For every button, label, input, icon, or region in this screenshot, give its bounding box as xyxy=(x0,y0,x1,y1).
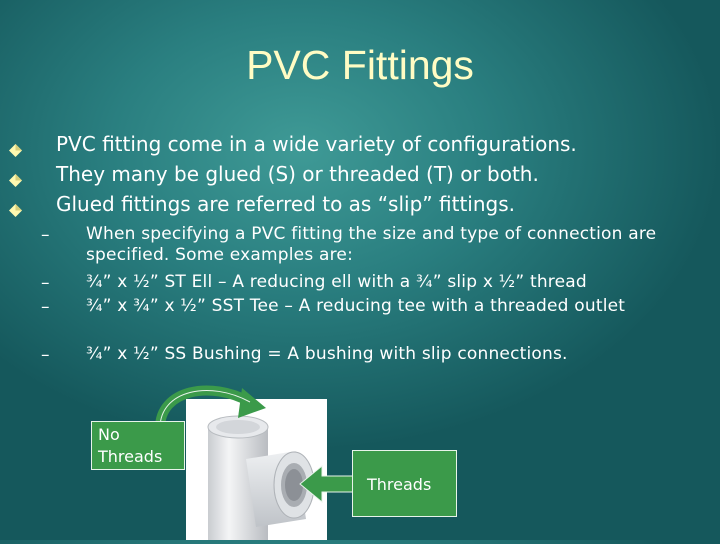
threads-callout xyxy=(352,450,457,517)
bullet-text: PVC fitting come in a wide variety of configurations. xyxy=(56,132,577,156)
sub-bullet-text: ¾” x ¾” x ½” SST Tee – A reducing tee with a threaded outlet xyxy=(86,296,626,316)
sub-bullet-dash: – xyxy=(41,297,50,317)
sub-bullet-dash: – xyxy=(41,345,50,365)
left-arrow-icon xyxy=(298,462,358,506)
bullet-diamond-icon xyxy=(9,204,22,217)
bullet-text: Glued fittings are referred to as “slip” fittings. xyxy=(56,192,515,216)
sub-bullet-dash: – xyxy=(41,273,50,293)
bullet-text: They many be glued (S) or threaded (T) or both. xyxy=(56,162,539,186)
threads-label: Threads xyxy=(367,475,432,494)
sub-bullet-text: When specifying a PVC fitting the size and type of connection are specified. Some examples are: xyxy=(86,224,657,265)
slide-title: PVC Fittings xyxy=(246,42,474,88)
sub-bullet-text: ¾” x ½” ST Ell – A reducing ell with a ¾” slip x ½” thread xyxy=(86,272,587,292)
no-threads-callout: No Threads xyxy=(91,421,185,470)
sub-bullet-text: ¾” x ½” SS Bushing = A bushing with slip connections. xyxy=(86,344,568,364)
sub-bullet-dash: – xyxy=(41,225,50,245)
bullet-diamond-icon xyxy=(9,174,22,187)
bullet-diamond-icon xyxy=(9,144,22,157)
